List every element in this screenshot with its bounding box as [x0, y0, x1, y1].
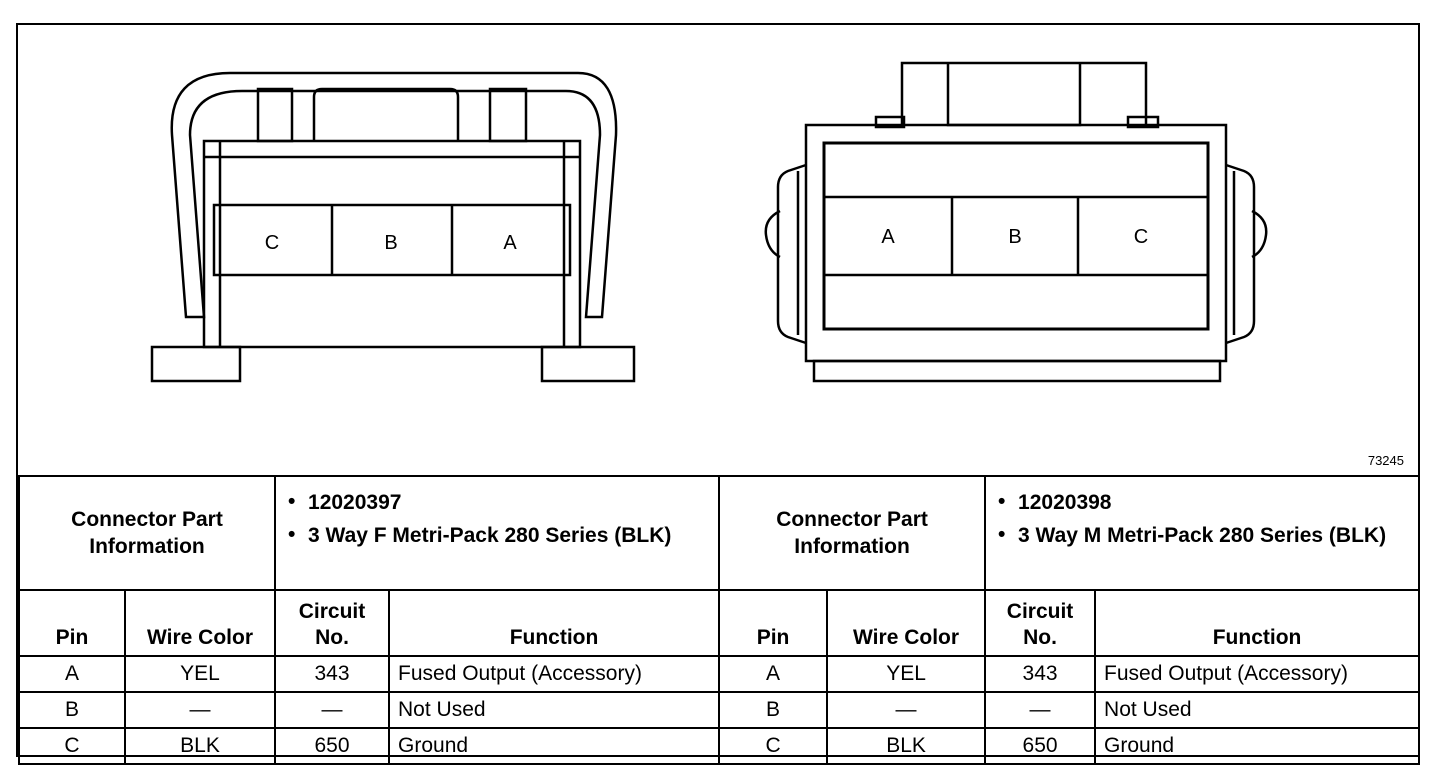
connector-info-label: Connector Part Information: [19, 476, 275, 590]
circuit-cell: 650: [985, 728, 1095, 764]
connector-info-label: Connector Part Information: [719, 476, 985, 590]
cavity-label: C: [1133, 226, 1149, 248]
pin-cell: C: [719, 728, 827, 764]
circuit-header: Circuit No.: [275, 590, 389, 656]
table-row: [19, 656, 1419, 692]
circuit-cell: 650: [275, 728, 389, 764]
cavity-label: B: [1008, 226, 1022, 248]
part-number: • 12020398: [994, 489, 1410, 516]
function-cell: Ground: [1095, 728, 1419, 764]
connector-info-table: [18, 475, 1420, 765]
lock-notch: [948, 63, 1080, 125]
side-latch-left: [778, 165, 806, 343]
connector-info-row: [19, 476, 1419, 590]
column-header-row: [19, 590, 1419, 656]
pin-cell: C: [19, 728, 125, 764]
mount-foot-right: [542, 347, 634, 381]
function-cell: Ground: [389, 728, 719, 764]
cavity-label: C: [264, 232, 280, 254]
latch-bracket: [172, 73, 616, 317]
top-tab-left: [258, 89, 292, 141]
cavity-label: B: [384, 232, 398, 254]
top-tab-right: [490, 89, 526, 141]
connector-part-details: [275, 476, 719, 590]
bottom-rail: [814, 361, 1220, 381]
top-tab-middle: [314, 89, 458, 141]
circuit-cell: 343: [985, 656, 1095, 692]
wire-color-header: Wire Color: [827, 590, 985, 656]
circuit-header: Circuit No.: [985, 590, 1095, 656]
mount-foot-left: [152, 347, 240, 381]
connector-drawings: [18, 25, 1418, 477]
connector-12020398-drawing: [766, 63, 1266, 381]
part-number: • 12020397: [284, 489, 710, 516]
pin-cell: A: [719, 656, 827, 692]
circuit-cell: —: [985, 692, 1095, 728]
function-header: Function: [389, 590, 719, 656]
pin-cell: B: [719, 692, 827, 728]
wire-color-header: Wire Color: [125, 590, 275, 656]
wire-color-cell: BLK: [827, 728, 985, 764]
side-latch-right: [1226, 165, 1254, 343]
pin-header: Pin: [719, 590, 827, 656]
function-cell: Not Used: [1095, 692, 1419, 728]
wire-color-cell: —: [125, 692, 275, 728]
function-cell: Not Used: [389, 692, 719, 728]
wire-color-cell: —: [827, 692, 985, 728]
part-description: • 3 Way M Metri-Pack 280 Series (BLK): [994, 522, 1410, 549]
diagram-frame: [16, 23, 1420, 757]
pin-cell: B: [19, 692, 125, 728]
figure-number: 73245: [1367, 453, 1404, 468]
wire-color-cell: YEL: [827, 656, 985, 692]
pin-cell: A: [19, 656, 125, 692]
cavity-label: A: [881, 226, 895, 248]
wire-color-cell: YEL: [125, 656, 275, 692]
wire-color-cell: BLK: [125, 728, 275, 764]
table-row: [19, 728, 1419, 764]
part-description: • 3 Way F Metri-Pack 280 Series (BLK): [284, 522, 710, 549]
function-cell: Fused Output (Accessory): [1095, 656, 1419, 692]
pin-header: Pin: [19, 590, 125, 656]
table-row: [19, 692, 1419, 728]
circuit-cell: 343: [275, 656, 389, 692]
connector-12020397-drawing: [152, 73, 634, 381]
connector-part-details: [985, 476, 1419, 590]
function-cell: Fused Output (Accessory): [389, 656, 719, 692]
function-header: Function: [1095, 590, 1419, 656]
cavity-label: A: [503, 232, 517, 254]
circuit-cell: —: [275, 692, 389, 728]
locking-tab: [902, 63, 1146, 125]
